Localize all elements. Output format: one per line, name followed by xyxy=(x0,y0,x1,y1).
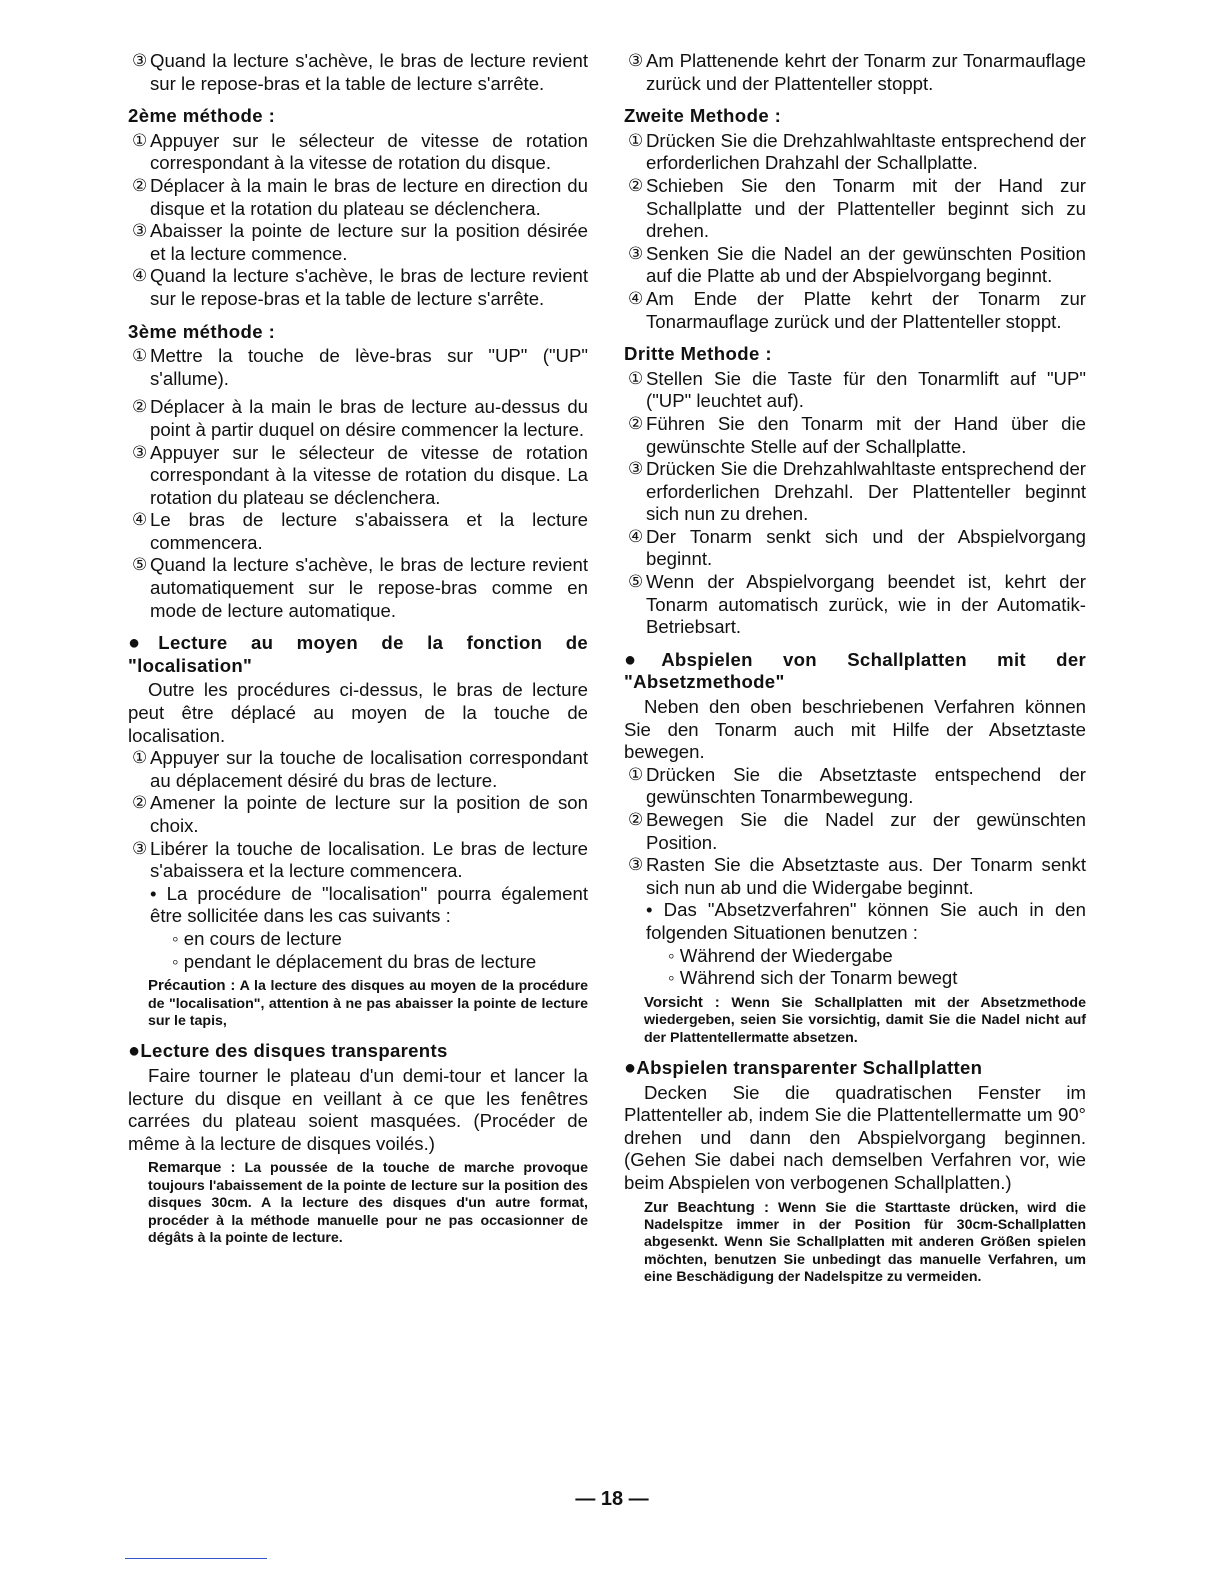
fr-method3-step2: ② Déplacer à la main le bras de lecture au-dessus du point à partir duquel on désire commencer la lecture. xyxy=(132,396,588,440)
de-method3-step5: ⑤ Wenn der Abspielvorgang beendet ist, kehrt der Tonarm automatisch zurück, wie in der Automatik-Betriebsart. xyxy=(628,571,1086,638)
step-marker: ③ xyxy=(132,51,148,70)
fr-localisation-step2: ② Amener la pointe de lecture sur la position de son choix. xyxy=(132,792,588,836)
fr-localisation-intro: Outre les procédures ci-dessus, le bras de lecture peut être déplacé au moyen de la touche de localisation. xyxy=(128,679,588,746)
de-transparent-heading: ●Abspielen transparenter Schallplatten xyxy=(624,1056,983,1079)
fr-method2-step1: ① Appuyer sur le sélecteur de vitesse de rotation correspondant à la vitesse de rotation du disque. xyxy=(132,129,588,174)
de-absetz-step1: ① Drücken Sie die Absetztaste entspechend der gewünschten Tonarmbewegung. xyxy=(628,763,1086,808)
de-method1-step3: ③ Am Plattenende kehrt der Tonarm zur Tonarmauflage zurück und der Plattenteller stoppt. xyxy=(628,50,1086,94)
fr-method3-step3: ③ Appuyer sur le sélecteur de vitesse de rotation correspondant à la vitesse de rotation du disque. La rotation du plateau se déclenchera. xyxy=(132,441,588,508)
fr-method1-step3: ③ Quand la lecture s'achève, le bras de lecture revient sur le repose-bras et la table de lecture s'arrête. xyxy=(132,50,588,94)
de-absetz-case-1: ◦ Während der Wiedergabe xyxy=(668,944,893,966)
fr-localisation-step3: ③ Libérer la touche de localisation. Le bras de lecture s'abaissera et la lecture commencera. xyxy=(132,837,588,882)
de-method2-step4: ④ Am Ende der Platte kehrt der Tonarm zur Tonarmauflage zurück und der Plattenteller stoppt. xyxy=(628,287,1086,332)
de-method3-step3: ③ Drücken Sie die Drehzahlwahltaste entsprechend der erforderlichen Drehzahl. Der Plattenteller beginnt sich nun zu drehen. xyxy=(628,458,1086,525)
fr-localisation-case-1: ◦ en cours de lecture xyxy=(172,927,342,949)
fr-method2-step3: ③ Abaisser la pointe de lecture sur la position désirée et la lecture commence. xyxy=(132,220,588,264)
fr-transparent-heading: ●Lecture des disques transparents xyxy=(128,1040,448,1063)
de-absetz-bullet: • Das "Absetzverfahren" können Sie auch in den folgenden Situationen benutzen : xyxy=(646,899,1086,943)
fr-method2-step2: ② Déplacer à la main le bras de lecture en direction du disque et la rotation du plateau se déclenchera. xyxy=(132,174,588,219)
de-absetz-step3: ③ Rasten Sie die Absetztaste aus. Der Tonarm senkt sich nun ab und die Widergabe beginnt. xyxy=(628,854,1086,898)
de-absetz-case-2: ◦ Während sich der Tonarm bewegt xyxy=(668,967,958,989)
de-method3-heading: Dritte Methode : xyxy=(624,343,772,365)
de-beachtung-note: Zur Beachtung : Wenn Sie die Starttaste drücken, wird die Nadelspitze immer in der Position für 30cm-Schallplatten abgesenkt. Wenn Sie Schallplatten mit anderen Größen spielen möchten, benutzen Sie unbedingt das manuelle Verfahren, um eine Beschädigung der Nadelspitze zu vermeiden. xyxy=(644,1198,1086,1286)
de-method2-step2: ② Schieben Sie den Tonarm mit der Hand zur Schallplatte und der Plattenteller beginnt sich zu drehen. xyxy=(628,174,1086,242)
fr-localisation-case-2: ◦ pendant le déplacement du bras de lecture xyxy=(172,950,537,972)
fr-remarque-note: Remarque : La poussée de la touche de marche provoque toujours l'abaissement de la pointe de lecture sur la position des disques 30cm. A la lecture des disques d'un autre format, procéder à la méthode manuelle pour ne pas occasionner de dégâts à la pointe de lecture. xyxy=(148,1159,588,1246)
de-vorsicht-note: Vorsicht : Wenn Sie Schallplatten mit der Absetzmethode wiedergeben, seien Sie vorsichtig, damit Sie die Nadel nicht auf der Plattentellermatte absetzen. xyxy=(644,993,1086,1046)
de-method2-heading: Zweite Methode : xyxy=(624,105,782,127)
footer-rule xyxy=(125,1558,267,1559)
fr-method3-heading: 3ème méthode : xyxy=(128,320,276,342)
fr-transparent-text: Faire tourner le plateau d'un demi-tour et lancer la lecture du disque en veillant à ce que les fenêtres carrées du plateau soient masquées. (Procéder de même à la lecture de disques voilés.) xyxy=(128,1064,588,1154)
de-absetz-intro: Neben den oben beschriebenen Verfahren können Sie den Tonarm auch mit Hilfe der Absetztaste bewegen. xyxy=(624,696,1086,763)
fr-localisation-step1: ① Appuyer sur la touche de localisation correspondant au déplacement désiré du bras de lecture. xyxy=(132,747,588,791)
fr-method3-step5: ⑤ Quand la lecture s'achève, le bras de lecture revient automatiquement sur le repose-bras comme en mode de lecture automatique. xyxy=(132,554,588,621)
fr-method3-step1: ① Mettre la touche de lève-bras sur "UP" ("UP" s'allume). xyxy=(132,345,588,389)
fr-localisation-bullet: • La procédure de "localisation" pourra également être sollicitée dans les cas suivants : xyxy=(150,882,588,927)
de-method2-step1: ① Drücken Sie die Drehzahlwahltaste entsprechend der erforderlichen Drahzahl der Schallplatte. xyxy=(628,129,1086,174)
fr-method3-step4: ④ Le bras de lecture s'abaissera et la lecture commencera. xyxy=(132,509,588,553)
de-method3-step4: ④ Der Tonarm senkt sich und der Abspielvorgang beginnt. xyxy=(628,525,1086,570)
fr-precaution-note: Précaution : A la lecture des disques au moyen de la procédure de "localisation", attention à ne pas abaisser la pointe de lecture sur le tapis, xyxy=(148,977,588,1029)
de-method3-step1: ① Stellen Sie die Taste für den Tonarmlift auf "UP" ("UP" leuchtet auf). xyxy=(628,367,1086,412)
de-method2-step3: ③ Senken Sie die Nadel an der gewünschten Position auf die Platte ab und der Abspielvorgang beginnt. xyxy=(628,242,1086,287)
de-method3-step2: ② Führen Sie den Tonarm mit der Hand über die gewünschte Stelle auf der Schallplatte. xyxy=(628,412,1086,457)
de-absetz-heading: ●Abspielen von Schallplatten mit der "Absetzmethode" xyxy=(624,648,1086,693)
page-number: — 18 — xyxy=(575,1488,649,1510)
de-absetz-step2: ② Bewegen Sie die Nadel zur der gewünschten Position. xyxy=(628,809,1086,853)
german-column xyxy=(624,50,1086,1287)
fr-method2-heading: 2ème méthode : xyxy=(128,105,276,127)
french-column xyxy=(128,50,588,1247)
fr-localisation-heading: ●Lecture au moyen de la fonction de "localisation" xyxy=(128,632,588,676)
de-transparent-text: Decken Sie die quadratischen Fenster im Plattenteller ab, indem Sie die Plattentellermatte um 90° drehen und dann den Abspielvorgang beginnen. (Gehen Sie dabei nach demselben Verfahren vor, wie beim Abspielen von verbogenen Schallplatten.) xyxy=(624,1081,1086,1193)
fr-method2-step4: ④ Quand la lecture s'achève, le bras de lecture revient sur le repose-bras et la table de lecture s'arrête. xyxy=(132,265,588,309)
